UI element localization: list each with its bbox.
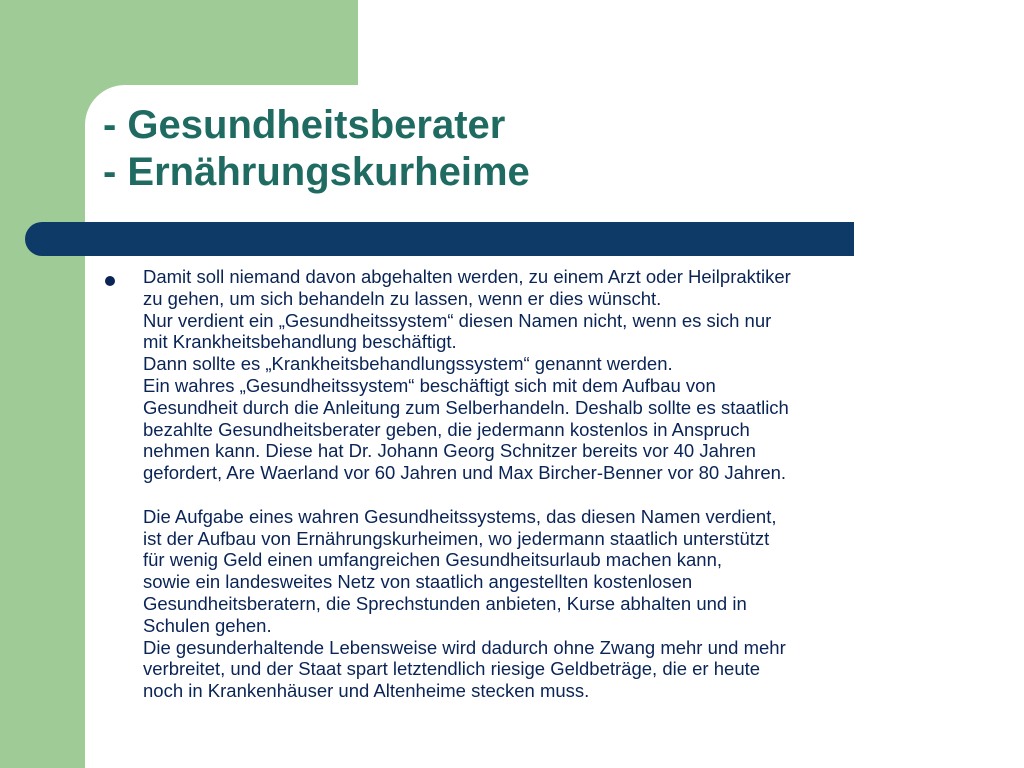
body-line: ist der Aufbau von Ernährungskurheimen, wo jedermann staatlich unterstützt <box>143 527 770 549</box>
body-line: sowie ein landesweites Netz von staatlich angestellten kostenlosen <box>143 571 693 593</box>
body-line: Gesundheit durch die Anleitung zum Selberhandeln. Deshalb sollte es staatlich <box>143 396 789 418</box>
body-line: Die gesunderhaltende Lebensweise wird dadurch ohne Zwang mehr und mehr <box>143 636 786 658</box>
body-line: Gesundheitsberatern, die Sprechstunden anbieten, Kurse abhalten und in <box>143 592 747 614</box>
body-line: Nur verdient ein „Gesundheitssystem“ diesen Namen nicht, wenn es sich nur <box>143 309 772 331</box>
body-line: Damit soll niemand davon abgehalten werden, zu einem Arzt oder Heilpraktiker <box>143 266 791 287</box>
body-line: bezahlte Gesundheitsberater geben, die jedermann kostenlos in Anspruch <box>143 418 750 440</box>
bullet-dot-icon <box>105 276 115 286</box>
body-line: noch in Krankenhäuser und Altenheime stecken muss. <box>143 680 590 702</box>
body-line: Die Aufgabe eines wahren Gesundheitssystems, das diesen Namen verdient, <box>143 505 777 527</box>
body-line: nehmen kann. Diese hat Dr. Johann Georg Schnitzer bereits vor 40 Jahren <box>143 440 756 462</box>
body-line: mit Krankheitsbehandlung beschäftigt. <box>143 331 457 353</box>
paragraph-gap <box>143 484 963 506</box>
bullet-paragraph <box>143 266 963 702</box>
body-line: für wenig Geld einen umfangreichen Gesundheitsurlaub machen kann, <box>143 549 723 571</box>
body-line: Dann sollte es „Krankheitsbehandlungssystem“ genannt werden. <box>143 353 673 375</box>
title-line-1: - Gesundheitsberater <box>103 103 506 147</box>
title-line-2: - Ernährungskurheime <box>103 150 530 194</box>
green-side-strip <box>0 0 85 768</box>
body-line: verbreitet, und der Staat spart letztendlich riesige Geldbeträge, die er heute <box>143 658 761 680</box>
body-line: Schulen gehen. <box>143 614 272 636</box>
body-line: zu gehen, um sich behandeln zu lassen, wenn er dies wünscht. <box>143 287 662 309</box>
slide-title <box>103 102 530 196</box>
body-line: Ein wahres „Gesundheitssystem“ beschäftigt sich mit dem Aufbau von <box>143 374 716 396</box>
body-line: gefordert, Are Waerland vor 60 Jahren und Max Bircher-Benner vor 80 Jahren. <box>143 462 787 484</box>
title-divider-bar <box>25 222 854 256</box>
